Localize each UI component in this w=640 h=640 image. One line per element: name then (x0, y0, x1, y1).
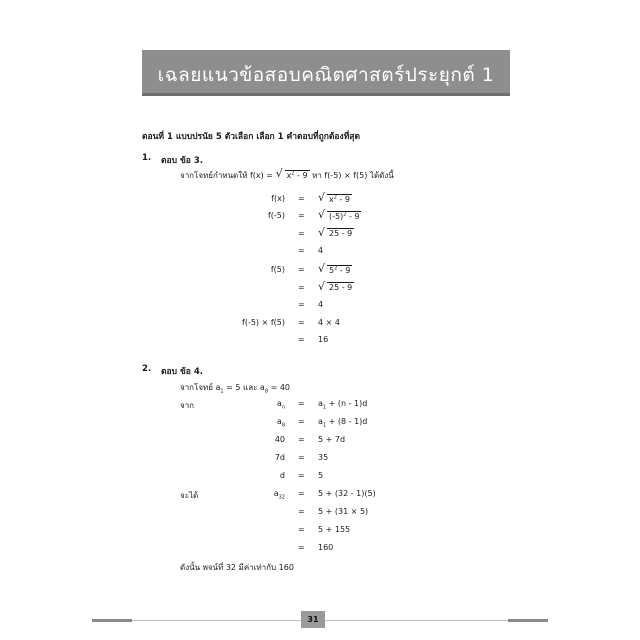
q1-row4-rhs: 4 (318, 246, 324, 255)
q1-row1-eq: = (298, 194, 305, 203)
q2-row2-lhs: $a_8$ (276, 417, 285, 429)
footer-left-bar (92, 619, 132, 622)
q2-conclusion: ดังนั้น พจน์ที่ 32 มีค่าเท่ากับ 160 (180, 563, 294, 572)
q2-word-from: จาก (180, 401, 195, 410)
q1-row8-eq: = (298, 318, 305, 327)
q1-row5-lhs: f(5) (270, 265, 285, 274)
q1-row4-eq: = (298, 246, 305, 255)
q2-number: 2. (142, 364, 152, 374)
q1-row2-lhs: f(-5) (267, 211, 285, 220)
q2-row4-rhs: 35 (318, 453, 329, 462)
q1-row7-eq: = (298, 300, 305, 309)
q1-row3-eq: = (298, 229, 305, 238)
q2-word-get: จะได้ (180, 491, 199, 500)
q2-row7-eq: = (298, 507, 305, 516)
q1-row9-rhs: 16 (318, 335, 329, 344)
page-number: 31 (301, 611, 325, 628)
q2-row8-eq: = (298, 525, 305, 534)
q2-row6-lhs: $a_{32}$ (273, 489, 285, 501)
q1-row8-lhs: f(-5) × f(5) (242, 318, 285, 327)
footer-right-line (325, 620, 508, 621)
q2-row3-eq: = (298, 435, 305, 444)
q2-row3-lhs: 40 (274, 435, 285, 444)
q2-row1-rhs: $a_1 + (n - 1)d$ (318, 399, 368, 411)
q1-intro (180, 169, 394, 182)
q2-row5-lhs: d (279, 471, 285, 480)
q2-row3-rhs: 5 + 7d (318, 435, 346, 444)
q2-row4-eq: = (298, 453, 305, 462)
q1-intro-pre: จากโจทย์กำหนดให้ f(x) = (180, 171, 274, 180)
q1-row5-eq: = (298, 265, 305, 274)
q1-row2-eq: = (298, 211, 305, 220)
q2-row4-lhs: 7d (274, 453, 285, 462)
q2-row2-rhs: $a_1 + (8 - 1)d$ (318, 417, 368, 429)
q1-row9-eq: = (298, 335, 305, 344)
q1-row7-rhs: 4 (318, 300, 324, 309)
q2-row9-rhs: 160 (318, 543, 334, 552)
footer-right-bar (508, 619, 548, 622)
q2-intro: จากโจทย์ $a_1 = 5$ และ $a_8 = 40$ (180, 383, 290, 395)
q1-intro-radical: √ $x^2 - 9$ (275, 167, 308, 181)
q1-answer: ตอบ ข้อ 3. (161, 156, 203, 166)
q2-answer: ตอบ ข้อ 4. (161, 367, 203, 377)
q2-row2-eq: = (298, 417, 305, 426)
q1-row6-rhs: √ 25 - 9 (318, 280, 353, 293)
q1-row2-rhs: √ $(-5)^2 - 9$ (318, 208, 360, 221)
q1-intro-post: หา f(-5) × f(5) ได้ดังนี้ (312, 171, 394, 180)
q2-row5-eq: = (298, 471, 305, 480)
q1-row6-eq: = (298, 283, 305, 292)
q2-row9-eq: = (298, 543, 305, 552)
footer-left-line (132, 620, 301, 621)
q1-row1-rhs: √ $x^2 - 9$ (318, 191, 350, 204)
q2-row1-eq: = (298, 399, 305, 408)
q2-row5-rhs: 5 (318, 471, 324, 480)
q1-row1-lhs: f(x) (271, 194, 285, 203)
q1-row5-rhs: √ $5^2 - 9$ (318, 262, 351, 275)
q2-row8-rhs: 5 + 155 (318, 525, 351, 534)
section-heading: ตอนที่ 1 แบบปรนัย 5 ตัวเลือก เลือก 1 คำตอบที่ถูกต้องที่สุด (142, 132, 361, 142)
q2-row1-lhs: $a_n$ (276, 399, 285, 411)
q2-row6-rhs: 5 + (32 - 1)(5) (318, 489, 376, 498)
title-banner (142, 50, 510, 96)
page-title: เฉลยแนวข้อสอบคณิตศาสตร์ประยุกต์ 1 (157, 64, 495, 86)
q1-row3-rhs: √ 25 - 9 (318, 226, 353, 239)
q1-number: 1. (142, 153, 152, 163)
q2-row6-eq: = (298, 489, 305, 498)
q1-row8-rhs: 4 × 4 (318, 318, 340, 327)
q2-row7-rhs: 5 + (31 × 5) (318, 507, 369, 516)
